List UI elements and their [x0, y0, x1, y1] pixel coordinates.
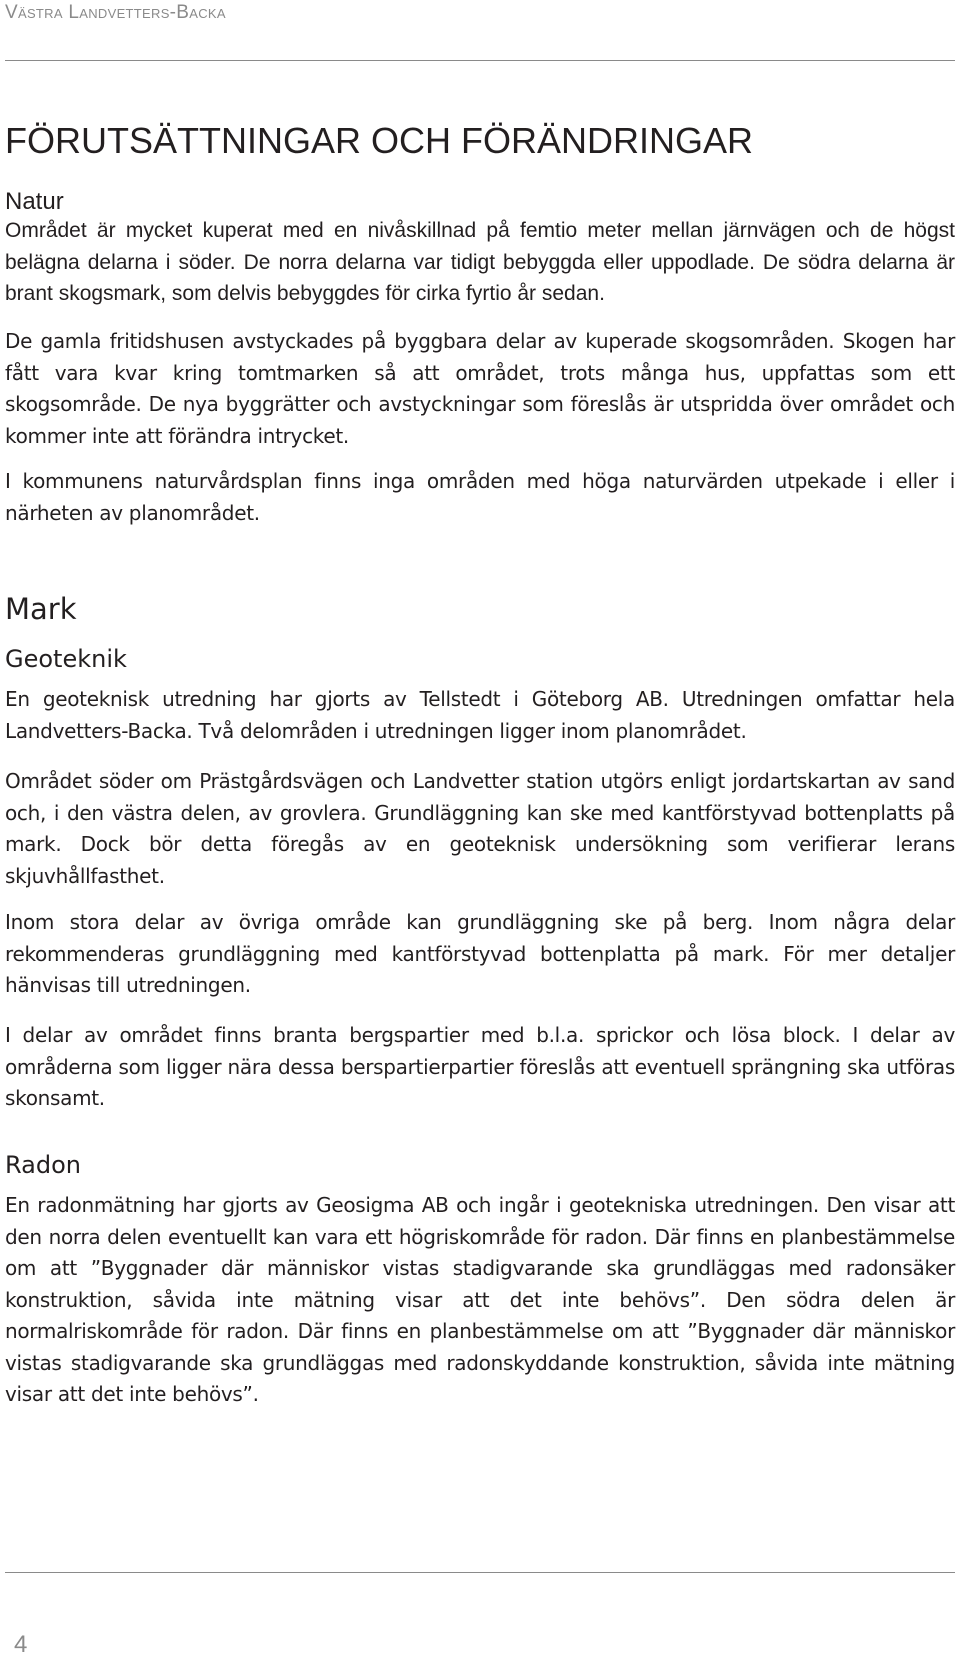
geoteknik-paragraph-2: Området söder om Prästgårdsvägen och Landvetter station utgörs enligt jordartskartan av sand och, i den västra delen, av grovlera. Grundläggning kan ske med kantförstyvad bottenplatts på mark. Dock bör detta föregås av en geoteknisk undersökning som verifierar lerans skjuvhållfasthet. [5, 769, 955, 888]
natur-paragraph-3: I kommunens naturvårdsplan finns inga områden med höga naturvärden utpekade i eller i närheten av planområdet. [5, 469, 955, 525]
main-heading: FÖRUTSÄTTNINGAR OCH FÖRÄNDRINGAR [5, 120, 754, 161]
header-rule [5, 60, 955, 61]
page-number: 4 [14, 1631, 28, 1658]
section-heading-natur: Natur [5, 188, 64, 215]
subsection-heading-radon: Radon [5, 1151, 81, 1179]
subsection-heading-geoteknik: Geoteknik [5, 645, 127, 673]
radon-paragraph-1: En radonmätning har gjorts av Geosigma AB och ingår i geotekniska utredningen. Den visar att den norra delen eventuellt kan vara ett högriskområde för radon. Där finns en planbestämmelse om att ”Byggnader där människor vistas stadigvarande ska grundläggas med radonsäker konstruktion, såvida inte mätning visar att det inte behövs”. Den södra delen är normalriskområde för radon. Där finns en planbestämmelse om att ”Byggnader där människor vistas stadigvarande ska grundläggas med radonskyddande konstruktion, såvida inte mätning visar att det inte behövs”. [5, 1193, 955, 1406]
geoteknik-paragraph-1: En geoteknisk utredning har gjorts av Tellstedt i Göteborg AB. Utredningen omfattar hela Landvetters-Backa. Två delområden i utredningen ligger inom planområdet. [5, 687, 955, 743]
geoteknik-paragraph-3: Inom stora delar av övriga område kan grundläggning ske på berg. Inom några delar rekommenderas grundläggning med kantförstyvad bottenplatta på mark. För mer detaljer hänvisas till utredningen. [5, 910, 955, 997]
natur-paragraph-2: De gamla fritidshusen avstyckades på byggbara delar av kuperade skogsområden. Skogen har fått vara kvar kring tomtmarken så att området, trots många hus, uppfattas som ett skogsområde. De nya byggrätter och avstyckningar som föreslås är utspridda över området och kommer inte att förändra intrycket. [5, 329, 955, 448]
section-heading-mark: Mark [5, 592, 77, 626]
running-header: Västra Landvetters-Backa [5, 2, 226, 23]
geoteknik-paragraph-4: I delar av området finns branta bergspartier med b.l.a. sprickor och lösa block. I delar av områderna som ligger nära dessa berspartierpartier föreslås att eventuell sprängning ska utföras skonsamt. [5, 1023, 955, 1110]
natur-paragraph-1: Området är mycket kuperat med en nivåskillnad på femtio meter mellan järnvägen och de högst belägna delarna i söder. De norra delarna var tidigt bebyggda eller uppodlade. De södra delarna är brant skogsmark, som delvis bebyggdes för cirka fyrtio år sedan. [5, 219, 955, 305]
footer-rule [5, 1572, 955, 1573]
